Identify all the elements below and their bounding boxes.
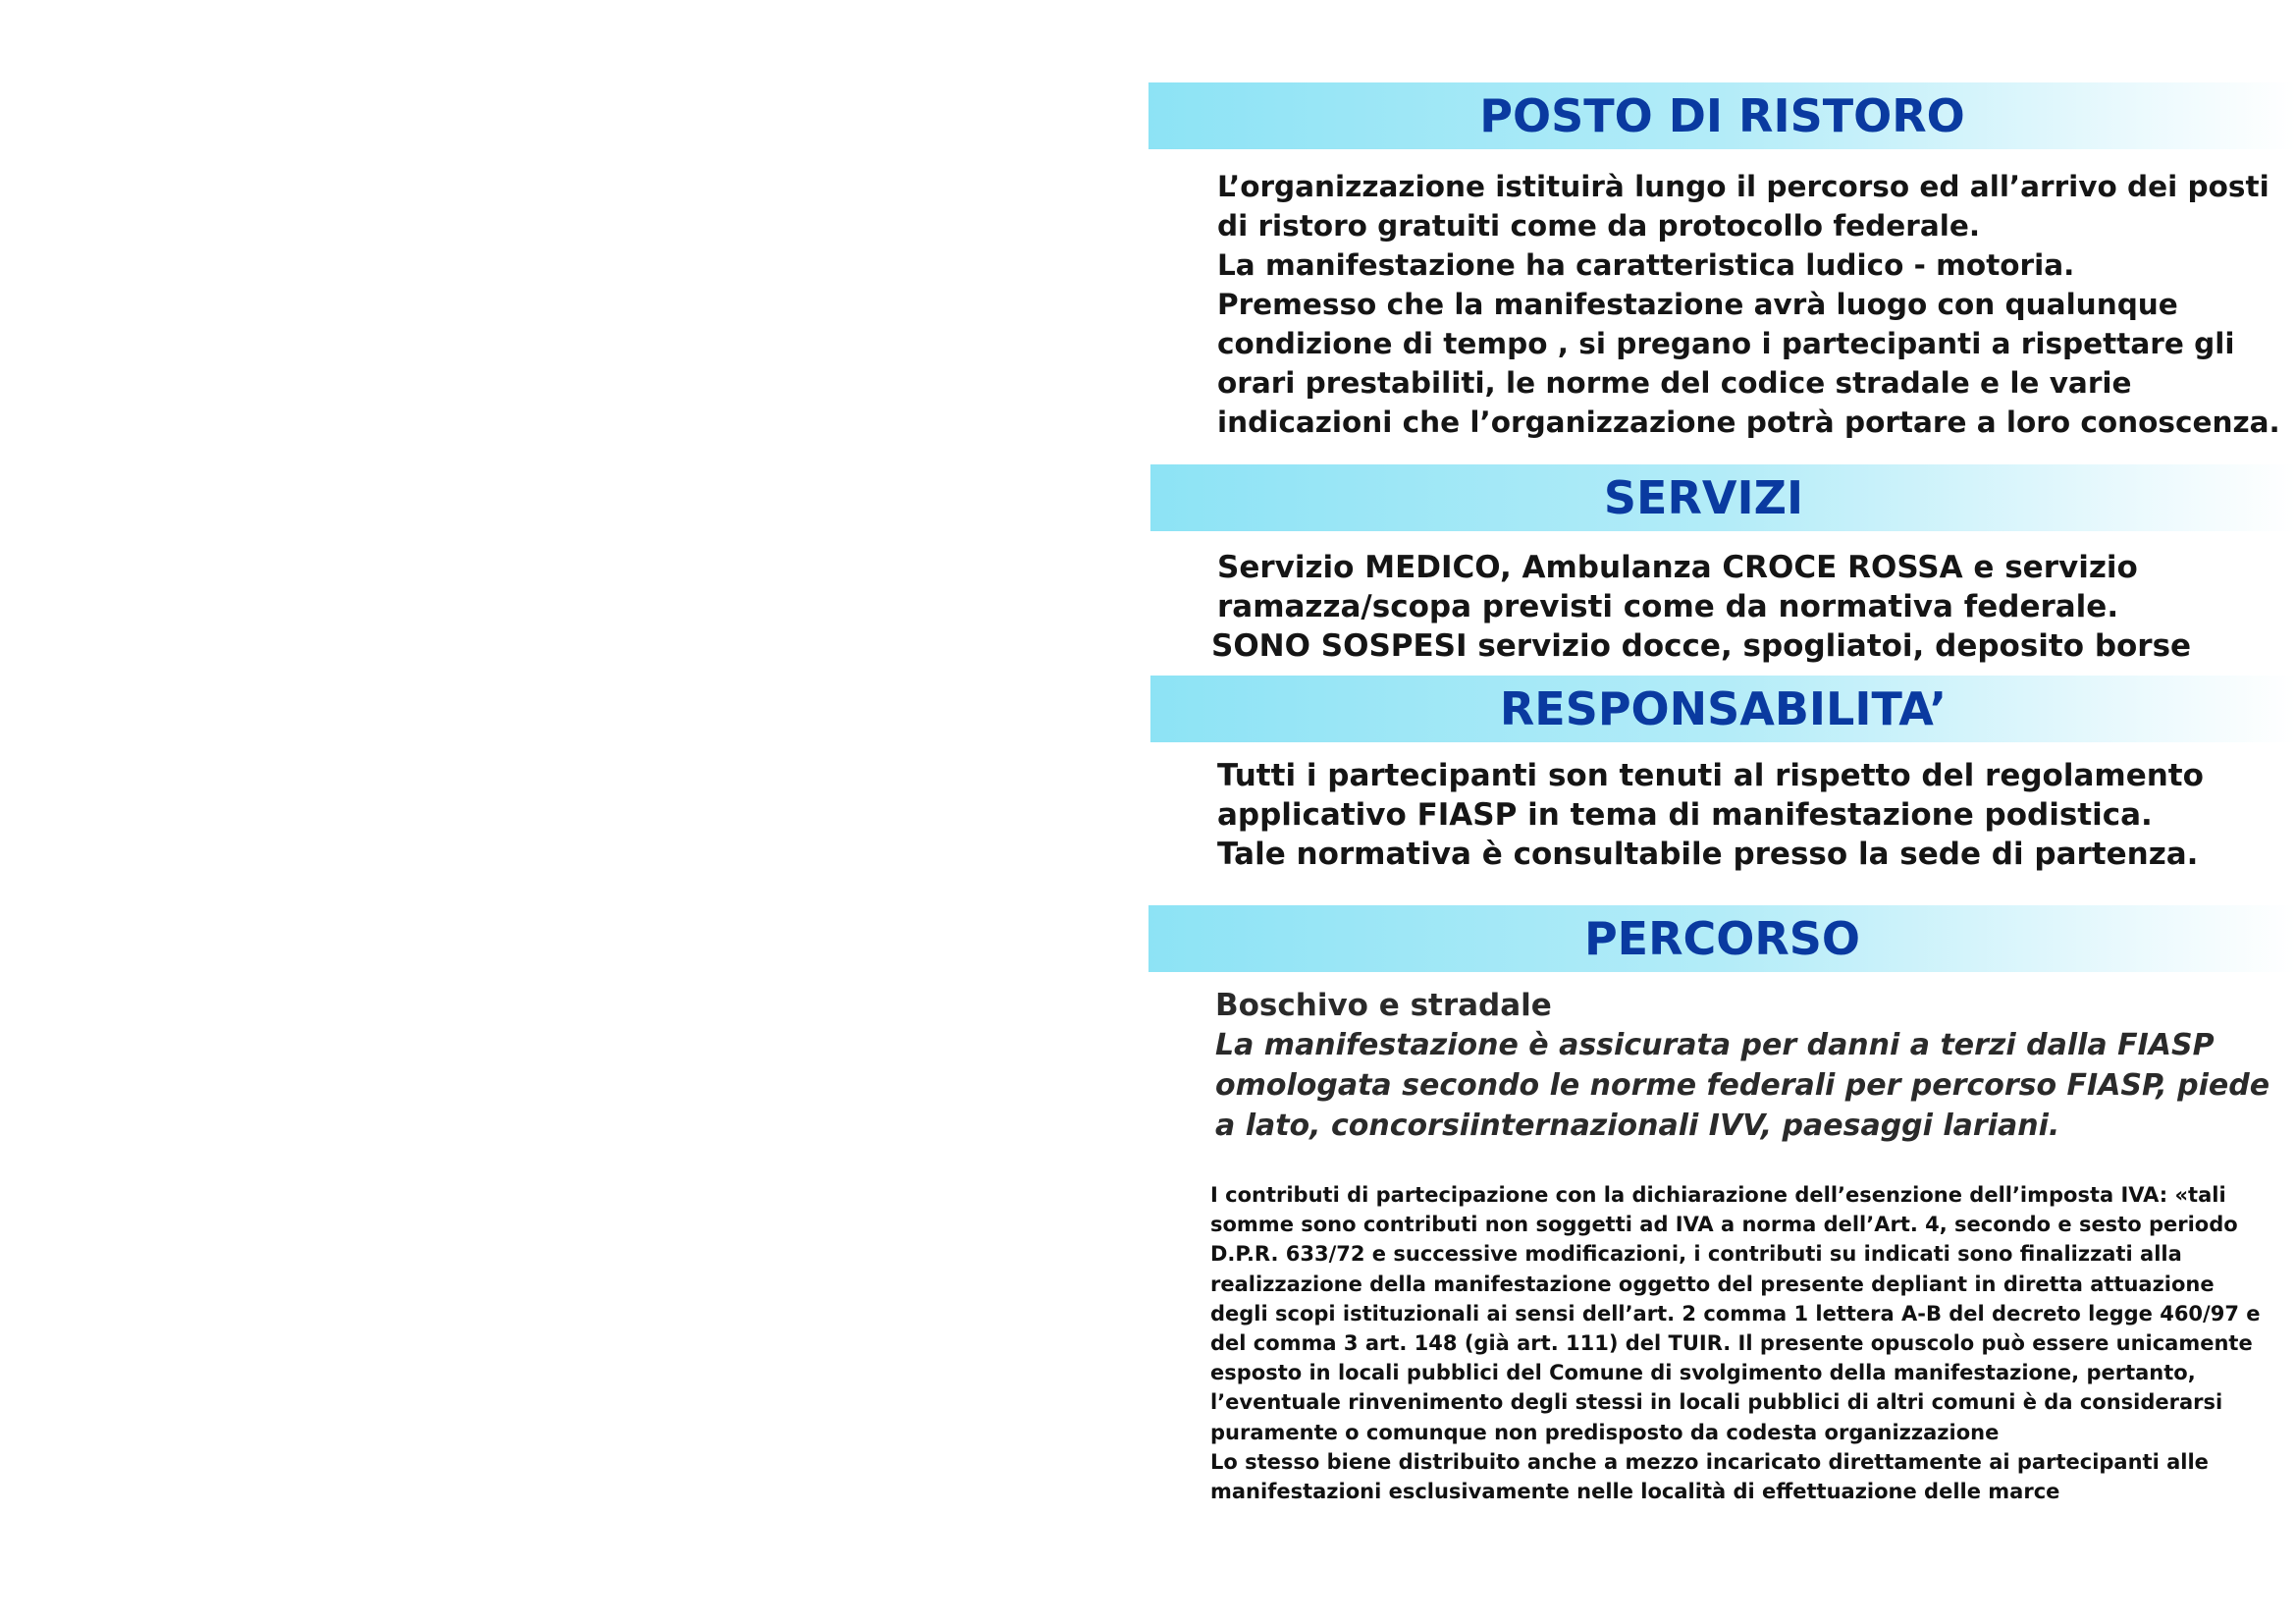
section-title-ristoro: POSTO DI RISTORO (1479, 89, 1965, 142)
text-line: manifestazioni esclusivamente nelle località di effettuazione delle marce (1210, 1480, 2060, 1504)
section-title-responsabilita: RESPONSABILITA’ (1499, 682, 1948, 735)
text-line: D.P.R. 633/72 e successive modificazioni, i contributi su indicati sono finalizzati alla (1210, 1242, 2182, 1267)
percorso-insurance-note (1215, 1025, 2269, 1146)
text-line: indicazioni che l’organizzazione potrà portare a loro conoscenza. (1217, 406, 2280, 439)
text-line: Servizio MEDICO, Ambulanza CROCE ROSSA e servizio (1217, 550, 2138, 585)
text-line: Lo stesso biene distribuito anche a mezzo incaricato direttamente ai partecipanti alle (1210, 1449, 2209, 1474)
text-line: applicativo FIASP in tema di manifestazione podistica. (1217, 797, 2153, 833)
text-line: a lato, concorsiinternazionali IVV, paesaggi lariani. (1215, 1109, 2060, 1143)
text-line: I contributi di partecipazione con la dichiarazione dell’esenzione dell’imposta IVA: «tali (1210, 1183, 2226, 1207)
section-title-percorso: PERCORSO (1583, 912, 1861, 965)
text-line: del comma 3 art. 148 (già art. 111) del TUIR. Il presente opuscolo può essere unicamente (1210, 1331, 2253, 1356)
section-band-ristoro (1148, 82, 2296, 149)
section-band-responsabilita (1150, 676, 2296, 742)
text-line: somme sono contributi non soggetti ad IVA a norma dell’Art. 4, secondo e sesto periodo (1210, 1213, 2238, 1237)
text-line: omologata secondo le norme federali per percorso FIASP, piede (1215, 1068, 2270, 1103)
text-line: La manifestazione è assicurata per danni a terzi dalla FIASP (1215, 1028, 2215, 1062)
text-line: Tutti i partecipanti son tenuti al rispetto del regolamento (1217, 758, 2204, 793)
text-line: Premesso che la manifestazione avrà luogo con qualunque (1217, 288, 2178, 321)
text-line: SONO SOSPESI servizio docce, spogliatoi, deposito borse (1211, 628, 2192, 664)
tax-disclaimer (1210, 1180, 2261, 1506)
section-band-percorso (1148, 905, 2296, 972)
section-body-servizi (1211, 548, 2192, 666)
text-line: La manifestazione ha caratteristica ludico - motoria. (1217, 248, 2075, 282)
text-line: L’organizzazione istituirà lungo il percorso ed all’arrivo dei posti (1217, 170, 2269, 203)
text-line: realizzazione della manifestazione oggetto del presente depliant in diretta attuazione (1210, 1272, 2215, 1296)
text-line: l’eventuale rinvenimento degli stessi in locali pubblici di altri comuni è da considerarsi (1210, 1390, 2223, 1415)
text-line: condizione di tempo , si pregano i partecipanti a rispettare gli (1217, 327, 2235, 360)
section-title-servizi: SERVIZI (1603, 471, 1804, 524)
percorso-type: Boschivo e stradale (1215, 988, 1552, 1023)
text-line: degli scopi istituzionali ai sensi dell’art. 2 comma 1 lettera A-B del decreto legge 460/97 e (1210, 1301, 2261, 1326)
text-line: esposto in locali pubblici del Comune di svolgimento della manifestazione, pertanto, (1210, 1361, 2196, 1385)
text-line: puramente o comunque non predisposto da codesta organizzazione (1210, 1420, 2000, 1444)
text-line: ramazza/scopa previsti come da normativa federale. (1217, 589, 2119, 624)
text-line: orari prestabiliti, le norme del codice stradale e le varie (1217, 366, 2132, 400)
section-body-ristoro (1217, 167, 2280, 442)
section-band-servizi (1150, 464, 2296, 531)
text-line: di ristoro gratuiti come da protocollo federale. (1217, 209, 1981, 243)
text-line: Tale normativa è consultabile presso la sede di partenza. (1217, 837, 2199, 872)
section-body-responsabilita (1217, 756, 2204, 874)
